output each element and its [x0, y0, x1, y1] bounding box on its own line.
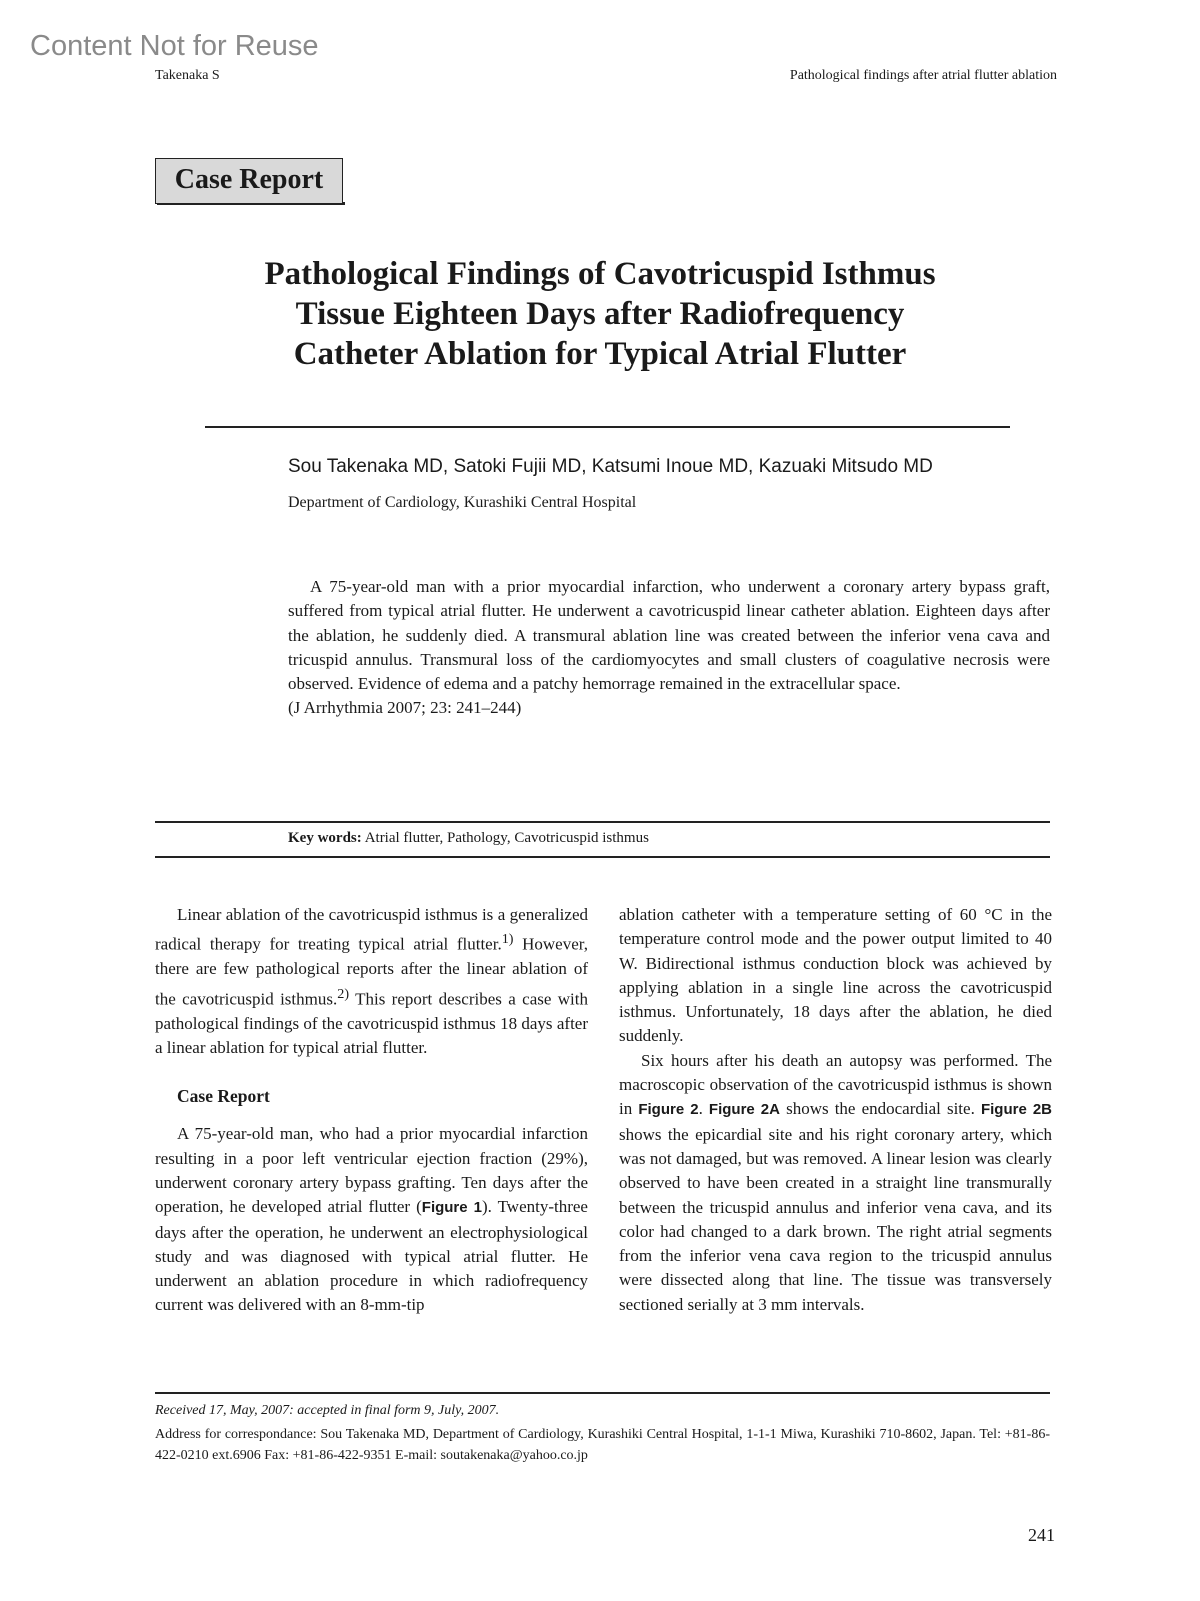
figure-reference: Figure 1: [421, 1199, 482, 1217]
keywords-text: Atrial flutter, Pathology, Cavotricuspid isthmus: [364, 830, 649, 846]
abstract-citation: (J Arrhythmia 2007; 23: 241–244): [288, 698, 522, 718]
keywords-label: Key words:: [288, 830, 362, 846]
footer-rule: [155, 1392, 1050, 1394]
author-list: Sou Takenaka MD, Satoki Fujii MD, Katsumi Inoue MD, Kazuaki Mitsudo MD: [288, 456, 933, 477]
received-dates: Received 17, May, 2007: accepted in final form 9, July, 2007.: [155, 1403, 500, 1418]
running-head-author: Takenaka S: [155, 68, 220, 83]
article-title: [150, 254, 1050, 374]
case-report-heading: Case Report: [177, 1086, 270, 1107]
watermark: Content Not for Reuse: [30, 30, 319, 62]
body-column-left: [155, 903, 588, 1318]
title-line: Tissue Eighteen Days after Radiofrequency: [295, 296, 905, 332]
continued-paragraph: ablation catheter with a temperature setting of 60 °C in the temperature control mode and the power output limited to 40 W. Bidirectional isthmus conduction block was achieved by applying ablation in a single line across the cavotricuspid isthmus. Unfortunately, 18 days after the ablation, he died suddenly.: [619, 905, 1052, 1046]
title-divider: [205, 426, 1010, 428]
abstract: [288, 575, 1050, 721]
page-number: 241: [1028, 1525, 1055, 1545]
title-line: Catheter Ablation for Typical Atrial Flutter: [293, 336, 907, 372]
keywords-top-rule: [155, 821, 1050, 823]
section-label: Case Report: [155, 158, 343, 204]
case-paragraph: A 75-year-old man, who had a prior myocardial infarction resulting in a poor left ventricular ejection fraction (29%), underwent coronary artery bypass grafting. Ten days after the operation, he developed atrial flutter (Figure 1). Twenty-three days after the operation, he underwent an electrophysiological study and was diagnosed with typical atrial flutter. He underwent an ablation procedure in which radiofrequency current was delivered with an 8-mm-tip: [155, 1124, 588, 1315]
keywords: [288, 830, 649, 847]
title-line: Pathological Findings of Cavotricuspid Isthmus: [264, 256, 936, 292]
autopsy-paragraph: Six hours after his death an autopsy was performed. The macroscopic observation of the cavotricuspid isthmus is shown in Figure 2. Figure 2A shows the endocardial site. Figure 2B shows the epicardial site and his right coronary artery, which was not damaged, but was removed. A linear lesion was clearly observed to have been created in a straight line transmurally between the tricuspid annulus and inferior vena cava, and its color had changed to a dark brown. The right atrial segments from the inferior vena cava region to the tricuspid annulus were dissected along that line. The tissue was transversely sectioned serially at 3 mm intervals.: [619, 1050, 1052, 1314]
correspondence-address: Address for correspondance: Sou Takenaka MD, Department of Cardiology, Kurashiki Central Hospital, 1-1-1 Miwa, Kurashiki 710-8602, Japan. Tel: +81-86-422-0210 ext.6906 Fax: +81-86-422-9351 E-mail: soutakenaka@yahoo.co.jp: [155, 1427, 1050, 1463]
figure-reference: Figure 2A: [708, 1101, 780, 1119]
affiliation: Department of Cardiology, Kurashiki Central Hospital: [288, 494, 637, 511]
body-column-right: [619, 903, 1052, 1317]
figure-reference: Figure 2B: [980, 1101, 1052, 1119]
keywords-bottom-rule: [155, 856, 1050, 858]
reference-marker: 1): [501, 931, 514, 948]
reference-marker: 2): [337, 985, 350, 1002]
abstract-text: A 75-year-old man with a prior myocardial infarction, who underwent a coronary artery bypass graft, suffered from typical atrial flutter. He underwent a cavotricuspid linear catheter ablation. Eighteen days after the ablation, he suddenly died. A transmural ablation line was created between the inferior vena cava and tricuspid annulus. Transmural loss of the cardiomyocytes and small clusters of coagulative necrosis were observed. Evidence of edema and a patchy hemorrage remained in the extracellular space.: [288, 577, 1050, 694]
intro-paragraph: Linear ablation of the cavotricuspid isthmus is a generalized radical therapy for treating typical atrial flutter.$^{1)}$ However, there are few pathological reports after the linear ablation of the cavotricuspid isthmus.$^{2)}$ This report describes a case with pathological findings of the cavotricuspid isthmus 18 days after a linear ablation for typical atrial flutter.: [155, 905, 588, 1057]
running-head-title: Pathological findings after atrial flutter ablation: [789, 68, 1057, 83]
figure-reference: Figure 2: [638, 1101, 699, 1119]
